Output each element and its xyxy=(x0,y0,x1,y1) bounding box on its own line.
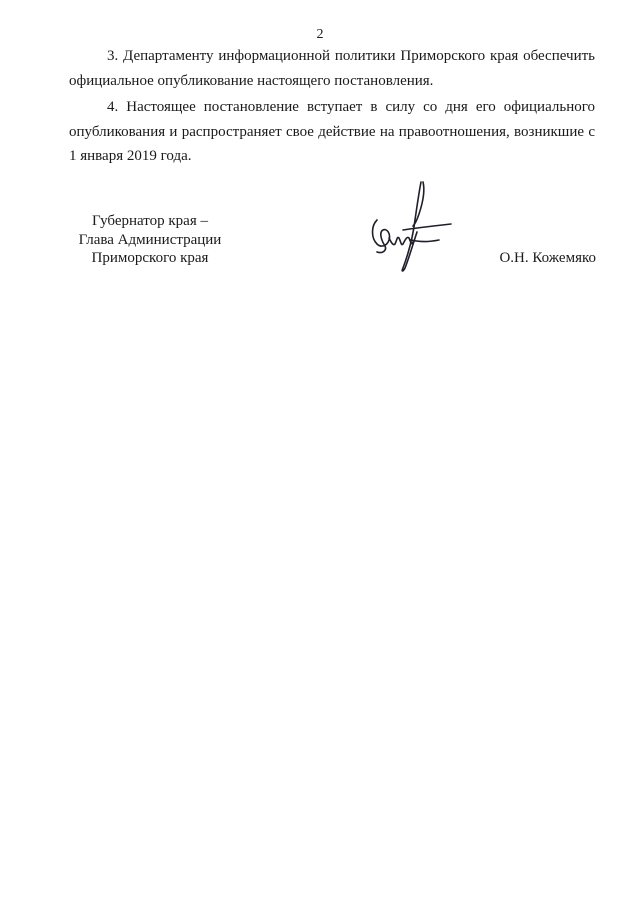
position-line-head-of-administration: Глава Администрации xyxy=(78,231,222,248)
position-line-region: Приморского края xyxy=(91,250,209,266)
paragraph-4: 4. Настоящее постановление вступает в силу со дня его официального опубликования и распространяет свое действие на правоотношения, возникшие с 1 января 2019 года. xyxy=(69,99,595,164)
signatory-position xyxy=(75,212,225,268)
signer-name: О.Н. Кожемяко xyxy=(499,250,596,266)
document-body xyxy=(69,44,595,171)
paragraph-3: 3. Департаменту информационной политики Приморского края обеспечить официальное опубликование настоящего постановления. xyxy=(69,48,595,89)
handwritten-signature-icon xyxy=(363,180,455,276)
position-line-governor: Губернатор края – xyxy=(92,213,208,229)
page-number: 2 xyxy=(316,27,324,42)
